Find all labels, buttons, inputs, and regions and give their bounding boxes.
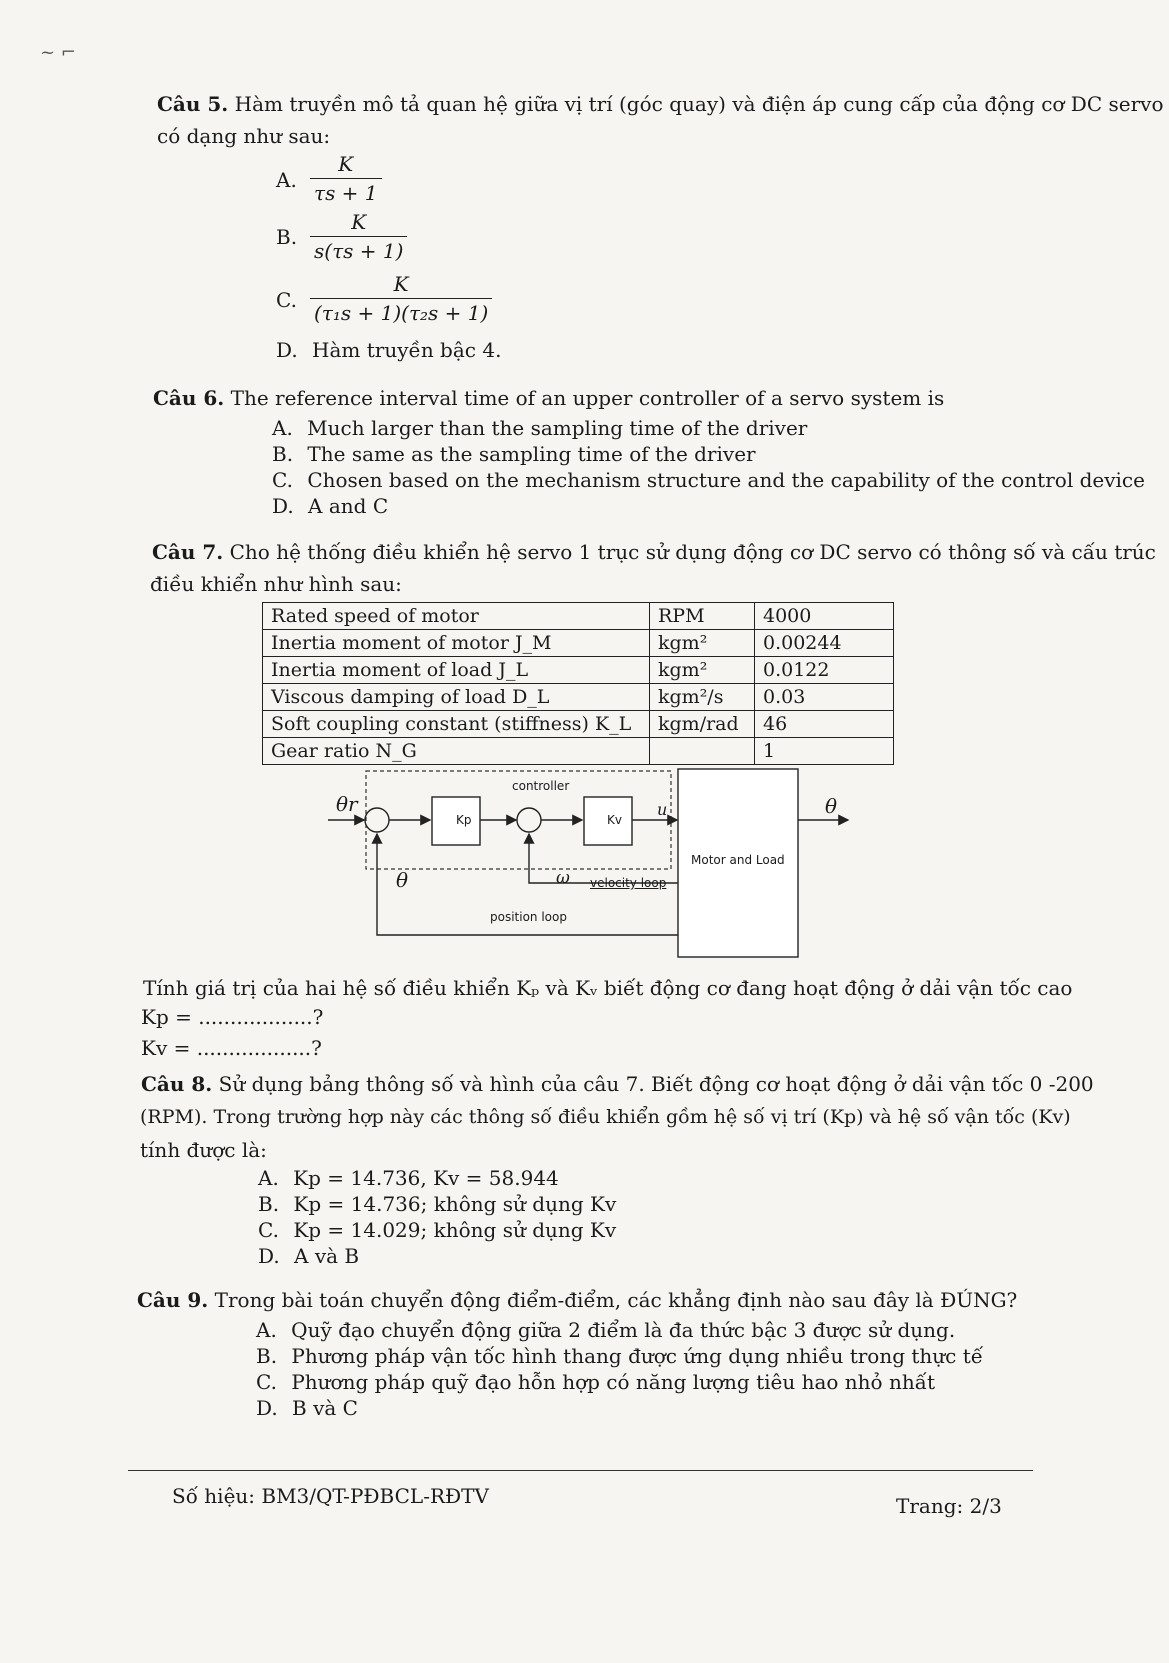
- q8-option-b-letter: B.: [258, 1192, 280, 1216]
- q5-option-a-num: K: [338, 152, 354, 176]
- q8-option-d-letter: D.: [258, 1244, 280, 1268]
- q8-option-b-text: Kp = 14.736; không sử dụng Kv: [293, 1192, 617, 1216]
- table-row: [263, 630, 894, 657]
- q8-option-b: [258, 1192, 616, 1216]
- table-row: [263, 711, 894, 738]
- diagram-kv-label: Kv: [607, 813, 622, 827]
- diagram-theta-r: θr: [336, 792, 358, 816]
- q6-label: Câu 6.: [153, 386, 225, 410]
- diagram-theta-feedback: θ: [396, 868, 409, 892]
- q9-option-c: [256, 1370, 935, 1394]
- q9-option-d-letter: D.: [256, 1396, 278, 1420]
- q5-option-c-fraction: [310, 272, 492, 325]
- q9-option-a-text: Quỹ đạo chuyển động giữa 2 điểm là đa thức bậc 3 được sử dụng.: [291, 1318, 956, 1342]
- q7-text-line2: điều khiển như hình sau:: [150, 572, 402, 596]
- q9-option-c-text: Phương pháp quỹ đạo hỗn hợp có năng lượng tiêu hao nhỏ nhất: [291, 1370, 936, 1394]
- table-cell: Inertia moment of motor J_M: [263, 630, 650, 657]
- diagram-controller-label: controller: [512, 779, 570, 793]
- q6-option-d: [272, 494, 388, 518]
- q5-option-c-num: K: [393, 272, 409, 296]
- q9-option-a: [256, 1318, 955, 1342]
- q7-ask: Tính giá trị của hai hệ số điều khiển Kₚ và Kᵥ biết động cơ đang hoạt động ở dải vận tốc cao: [143, 976, 1073, 1000]
- table-cell: Inertia moment of load J_L: [263, 657, 650, 684]
- q8-option-d: [258, 1244, 359, 1268]
- q6-option-c: [272, 468, 1145, 492]
- q7-label: Câu 7.: [152, 540, 224, 564]
- q9-option-d-text: B và C: [292, 1396, 358, 1420]
- q8-option-c: [258, 1218, 616, 1242]
- q5-text-line1: [157, 92, 1164, 116]
- q5-option-d-text: Hàm truyền bậc 4.: [312, 338, 502, 362]
- q7-kv-blank: Kv = ..................?: [141, 1036, 322, 1060]
- table-cell: 0.03: [755, 684, 894, 711]
- footer-page-number: Trang: 2/3: [896, 1494, 1002, 1518]
- table-cell: kgm²: [650, 657, 755, 684]
- table-cell: 0.00244: [755, 630, 894, 657]
- q6-option-a: [272, 416, 807, 440]
- q5-option-b-letter: B.: [276, 225, 298, 249]
- footer-divider: [128, 1470, 1033, 1471]
- q5-option-c-den: (τ₁s + 1)(τ₂s + 1): [310, 298, 492, 325]
- q5-option-d: [276, 338, 501, 362]
- q8-option-c-letter: C.: [258, 1218, 279, 1242]
- table-cell: 4000: [755, 603, 894, 630]
- q8-option-c-text: Kp = 14.029; không sử dụng Kv: [293, 1218, 617, 1242]
- q8-option-a-letter: A.: [258, 1166, 279, 1190]
- q8-text: Sử dụng bảng thông số và hình của câu 7. Biết động cơ hoạt động ở dải vận tốc 0 -200: [218, 1072, 1094, 1096]
- table-cell: RPM: [650, 603, 755, 630]
- q5-text-line2: có dạng như sau:: [157, 124, 331, 148]
- diagram-u-label: u: [657, 800, 668, 819]
- q9-option-b-letter: B.: [256, 1344, 278, 1368]
- diagram-plant-label: Motor and Load: [691, 853, 785, 867]
- q5-option-d-letter: D.: [276, 338, 298, 362]
- q6-option-c-text: Chosen based on the mechanism structure and the capability of the control device: [307, 468, 1145, 492]
- q9-option-d: [256, 1396, 358, 1420]
- summing-junction-position: [365, 808, 389, 832]
- q6-option-a-letter: A.: [272, 416, 293, 440]
- q7-text: Cho hệ thống điều khiển hệ servo 1 trục sử dụng động cơ DC servo có thông số và cấu trúc: [229, 540, 1156, 564]
- q5-text: Hàm truyền mô tả quan hệ giữa vị trí (góc quay) và điện áp cung cấp của động cơ DC servo: [234, 92, 1164, 116]
- table-cell: Rated speed of motor: [263, 603, 650, 630]
- q8-option-a-text: Kp = 14.736, Kv = 58.944: [293, 1166, 559, 1190]
- summing-junction-velocity: [517, 808, 541, 832]
- q5-option-b-num: K: [351, 210, 367, 234]
- q5-option-b-fraction: [310, 210, 407, 263]
- q8-text-line3: tính được là:: [140, 1138, 267, 1162]
- table-row: [263, 657, 894, 684]
- q8-label: Câu 8.: [141, 1072, 213, 1096]
- footer-doc-code: Số hiệu: BM3/QT-PĐBCL-RĐTV: [172, 1484, 489, 1508]
- q6-option-b-letter: B.: [272, 442, 294, 466]
- q9-label: Câu 9.: [137, 1288, 209, 1312]
- table-cell: kgm²/s: [650, 684, 755, 711]
- table-cell: kgm/rad: [650, 711, 755, 738]
- q5-option-c-letter: C.: [276, 288, 297, 312]
- q9-text-line: [137, 1288, 1017, 1312]
- q8-option-d-text: A và B: [294, 1244, 360, 1268]
- table-cell: [650, 738, 755, 765]
- table-row: [263, 738, 894, 765]
- diagram-theta-out: θ: [825, 794, 838, 818]
- diagram-omega: ω: [556, 868, 570, 888]
- q7-parameter-table: [262, 602, 894, 765]
- q9-option-b-text: Phương pháp vận tốc hình thang được ứng dụng nhiều trong thực tế: [291, 1344, 984, 1368]
- q8-text-line2: (RPM). Trong trường hợp này các thông số điều khiển gồm hệ số vị trí (Kp) và hệ số vận tốc (Kv): [140, 1106, 1071, 1128]
- q6-option-d-letter: D.: [272, 494, 294, 518]
- diagram-velocity-loop-label: velocity loop: [590, 876, 667, 890]
- table-cell: 46: [755, 711, 894, 738]
- table-row: [263, 684, 894, 711]
- q6-option-a-text: Much larger than the sampling time of the driver: [307, 416, 808, 440]
- table-cell: Viscous damping of load D_L: [263, 684, 650, 711]
- q6-text: The reference interval time of an upper controller of a servo system is: [230, 386, 945, 410]
- table-row: [263, 603, 894, 630]
- q7-kp-blank: Kp = ..................?: [141, 1005, 324, 1029]
- q9-option-a-letter: A.: [256, 1318, 277, 1342]
- q8-option-a: [258, 1166, 559, 1190]
- table-cell: Gear ratio N_G: [263, 738, 650, 765]
- table-cell: 0.0122: [755, 657, 894, 684]
- q6-option-b: [272, 442, 756, 466]
- q9-text: Trong bài toán chuyển động điểm-điểm, các khẳng định nào sau đây là ĐÚNG?: [214, 1288, 1018, 1312]
- q8-text-line1: [141, 1072, 1094, 1096]
- q6-option-c-letter: C.: [272, 468, 293, 492]
- table-cell: 1: [755, 738, 894, 765]
- q5-option-b-den: s(τs + 1): [310, 236, 407, 263]
- diagram-position-loop-label: position loop: [490, 910, 567, 924]
- q5-label: Câu 5.: [157, 92, 229, 116]
- q7-text-line1: [152, 540, 1156, 564]
- corner-mark: ~ ⌐: [40, 42, 76, 63]
- q5-option-a-den: τs + 1: [310, 178, 382, 205]
- table-cell: Soft coupling constant (stiffness) K_L: [263, 711, 650, 738]
- q9-option-c-letter: C.: [256, 1370, 277, 1394]
- q9-option-b: [256, 1344, 983, 1368]
- q7-block-diagram: [320, 765, 880, 965]
- q6-option-d-text: A and C: [308, 494, 389, 518]
- q5-option-a-letter: A.: [276, 168, 297, 192]
- q5-option-a-fraction: [310, 152, 382, 205]
- q6-text-line: [153, 386, 944, 410]
- q6-option-b-text: The same as the sampling time of the driver: [307, 442, 756, 466]
- table-cell: kgm²: [650, 630, 755, 657]
- diagram-kp-label: Kp: [456, 813, 472, 827]
